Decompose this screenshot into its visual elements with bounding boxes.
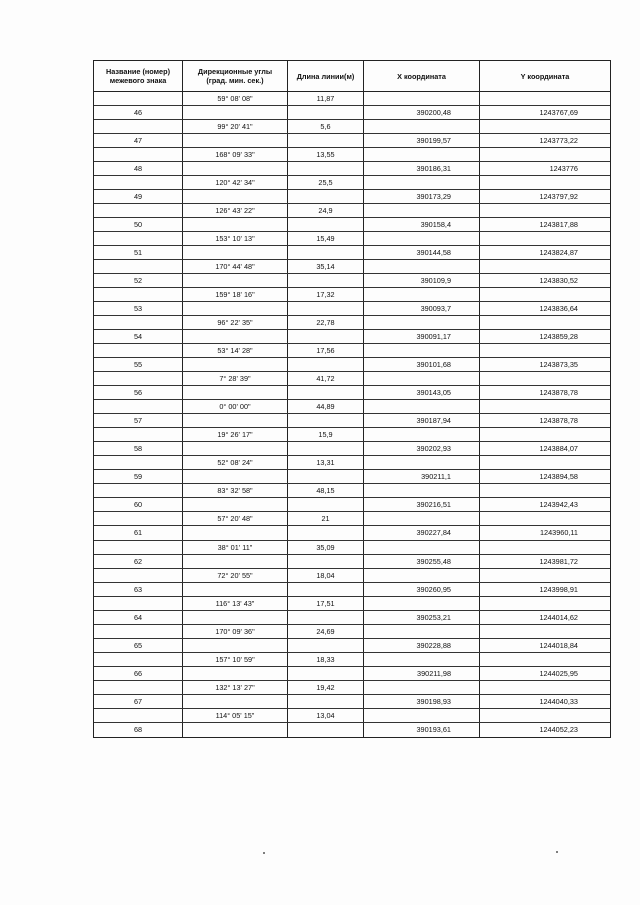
- direction-angle-cell: 120° 42' 34": [183, 176, 288, 189]
- line-length-cell: 24,9: [288, 204, 364, 217]
- header-name-line1: Название (номер): [105, 67, 170, 76]
- y-coordinate-cell: [480, 709, 610, 722]
- x-coordinate-cell: 390202,93: [364, 442, 480, 455]
- x-coordinate-cell: 390158,4: [364, 218, 480, 231]
- x-coordinate-cell: 390253,21: [364, 611, 480, 624]
- x-coordinate-cell: 390199,57: [364, 134, 480, 147]
- mark-name-cell: [94, 428, 183, 441]
- direction-angle-cell: 170° 09' 36": [183, 625, 288, 638]
- direction-angle-cell: 53° 14' 28": [183, 344, 288, 357]
- x-coordinate-cell: [364, 597, 480, 610]
- table-row: [94, 512, 610, 526]
- x-coordinate-cell: [364, 344, 480, 357]
- table-row: [94, 218, 610, 232]
- mark-name-cell: [94, 344, 183, 357]
- line-length-cell: 15,49: [288, 232, 364, 245]
- table-row: [94, 709, 610, 723]
- x-coordinate-cell: [364, 456, 480, 469]
- line-length-cell: [288, 498, 364, 511]
- direction-angle-cell: [183, 330, 288, 343]
- direction-angle-cell: [183, 526, 288, 539]
- mark-name-cell: 49: [94, 190, 183, 203]
- direction-angle-cell: 38° 01' 11": [183, 541, 288, 554]
- mark-name-cell: [94, 148, 183, 161]
- table-row: [94, 667, 610, 681]
- mark-name-cell: [94, 653, 183, 666]
- x-coordinate-cell: 390193,61: [364, 723, 480, 737]
- y-coordinate-cell: [480, 597, 610, 610]
- table-row: [94, 484, 610, 498]
- table-row: [94, 190, 610, 204]
- direction-angle-cell: 132° 13' 27": [183, 681, 288, 694]
- table-row: [94, 583, 610, 597]
- y-coordinate-cell: [480, 625, 610, 638]
- direction-angle-cell: 52° 08' 24": [183, 456, 288, 469]
- line-length-cell: [288, 106, 364, 119]
- direction-angle-cell: 19° 26' 17": [183, 428, 288, 441]
- y-coordinate-cell: 1244052,23: [539, 724, 578, 734]
- y-coordinate-cell: [480, 260, 610, 273]
- line-length-cell: [288, 246, 364, 259]
- line-length-cell: [288, 190, 364, 203]
- direction-angle-cell: [183, 498, 288, 511]
- direction-angle-cell: [183, 442, 288, 455]
- y-coordinate-cell: [480, 653, 610, 666]
- table-row: [94, 288, 610, 302]
- table-row: [94, 456, 610, 470]
- direction-angle-cell: 153° 10' 13": [183, 232, 288, 245]
- line-length-cell: 13,31: [288, 456, 364, 469]
- direction-angle-cell: 72° 20' 55": [183, 569, 288, 582]
- mark-name-cell: 62: [94, 555, 183, 568]
- line-length-cell: [288, 386, 364, 399]
- table-row: [94, 498, 610, 512]
- x-coordinate-cell: 390093,7: [364, 302, 480, 315]
- x-coordinate-cell: 390211,1: [364, 470, 480, 483]
- mark-name-cell: [94, 456, 183, 469]
- y-coordinate-cell: [480, 456, 610, 469]
- y-coordinate-cell: [480, 176, 610, 189]
- direction-angle-cell: [183, 302, 288, 315]
- table-row: [94, 597, 610, 611]
- mark-name-cell: [94, 681, 183, 694]
- direction-angle-cell: [183, 414, 288, 427]
- y-coordinate-cell: 1243878,78: [539, 416, 578, 426]
- x-coordinate-cell: [364, 428, 480, 441]
- mark-name-cell: 59: [94, 470, 183, 483]
- direction-angle-cell: 159° 18' 16": [183, 288, 288, 301]
- x-coordinate-cell: 390260,95: [364, 583, 480, 596]
- x-coordinate-cell: 390216,51: [364, 498, 480, 511]
- y-coordinate-cell: [480, 344, 610, 357]
- table-row: [94, 106, 610, 120]
- y-coordinate-cell: [480, 569, 610, 582]
- mark-name-cell: [94, 232, 183, 245]
- x-coordinate-cell: 390091,17: [364, 330, 480, 343]
- table-row: [94, 526, 610, 540]
- y-coordinate-cell: 1243960,11: [539, 528, 578, 538]
- table-row: [94, 611, 610, 625]
- x-coordinate-cell: [364, 709, 480, 722]
- table-row: [94, 344, 610, 358]
- y-coordinate-cell: [480, 400, 610, 413]
- x-coordinate-cell: [364, 92, 480, 105]
- direction-angle-cell: 157° 10' 59": [183, 653, 288, 666]
- x-coordinate-cell: [364, 625, 480, 638]
- line-length-cell: 11,87: [288, 92, 364, 105]
- x-coordinate-cell: [364, 316, 480, 329]
- direction-angle-cell: 83° 32' 58": [183, 484, 288, 497]
- line-length-cell: 21: [288, 512, 364, 525]
- line-length-cell: [288, 302, 364, 315]
- line-length-cell: [288, 639, 364, 652]
- line-length-cell: [288, 695, 364, 708]
- mark-name-cell: 50: [94, 218, 183, 231]
- table-header: [94, 61, 610, 92]
- table-row: [94, 120, 610, 134]
- table-row: [94, 302, 610, 316]
- table-row: [94, 372, 610, 386]
- x-coordinate-cell: 390198,93: [364, 695, 480, 708]
- mark-name-cell: [94, 541, 183, 554]
- mark-name-cell: [94, 512, 183, 525]
- mark-name-cell: [94, 372, 183, 385]
- line-length-cell: [288, 667, 364, 680]
- line-length-cell: 17,51: [288, 597, 364, 610]
- direction-angle-cell: 57° 20' 48": [183, 512, 288, 525]
- table-row: [94, 569, 610, 583]
- mark-name-cell: [94, 709, 183, 722]
- line-length-cell: 13,55: [288, 148, 364, 161]
- mark-name-cell: 66: [94, 667, 183, 680]
- y-coordinate-cell: 1243817,88: [539, 220, 578, 230]
- direction-angle-cell: [183, 667, 288, 680]
- table-row: [94, 442, 610, 456]
- line-length-cell: [288, 611, 364, 624]
- header-angle-line1: Дирекционные углы: [197, 67, 273, 76]
- scan-speck: [556, 851, 558, 853]
- table-row: [94, 400, 610, 414]
- direction-angle-cell: 7° 28' 39": [183, 372, 288, 385]
- y-coordinate-cell: 1243894,58: [539, 472, 578, 482]
- mark-name-cell: 52: [94, 274, 183, 287]
- line-length-cell: 19,42: [288, 681, 364, 694]
- mark-name-cell: [94, 176, 183, 189]
- y-coordinate-cell: [480, 120, 610, 133]
- y-coordinate-cell: 1243824,87: [539, 248, 578, 258]
- line-length-cell: 17,32: [288, 288, 364, 301]
- direction-angle-cell: [183, 134, 288, 147]
- x-coordinate-cell: [364, 653, 480, 666]
- table-row: [94, 232, 610, 246]
- direction-angle-cell: 168° 09' 33": [183, 148, 288, 161]
- x-coordinate-cell: [364, 204, 480, 217]
- header-name-line2: межевого знака: [109, 76, 167, 85]
- line-length-cell: [288, 162, 364, 175]
- table-row: [94, 176, 610, 190]
- direction-angle-cell: [183, 190, 288, 203]
- table-row: [94, 695, 610, 709]
- line-length-cell: 35,14: [288, 260, 364, 273]
- table-row: [94, 204, 610, 218]
- line-length-cell: [288, 526, 364, 539]
- x-coordinate-cell: 390227,84: [364, 526, 480, 539]
- line-length-cell: [288, 470, 364, 483]
- y-coordinate-cell: 1243830,52: [539, 276, 578, 286]
- x-coordinate-cell: [364, 512, 480, 525]
- mark-name-cell: 53: [94, 302, 183, 315]
- line-length-cell: [288, 358, 364, 371]
- header-y-coordinate: Y координата: [520, 71, 570, 81]
- mark-name-cell: [94, 597, 183, 610]
- direction-angle-cell: 170° 44' 48": [183, 260, 288, 273]
- line-length-cell: [288, 134, 364, 147]
- table-row: [94, 625, 610, 639]
- direction-angle-cell: [183, 274, 288, 287]
- y-coordinate-cell: 1244014,62: [539, 612, 578, 622]
- table-row: [94, 470, 610, 484]
- direction-angle-cell: [183, 162, 288, 175]
- header-direction-angle: [183, 61, 288, 91]
- x-coordinate-cell: 390186,31: [364, 162, 480, 175]
- line-length-cell: [288, 723, 364, 737]
- y-coordinate-cell: 1243942,43: [539, 500, 578, 510]
- scan-speck: [263, 852, 265, 854]
- direction-angle-cell: 114° 05' 15": [183, 709, 288, 722]
- mark-name-cell: 65: [94, 639, 183, 652]
- direction-angle-cell: [183, 470, 288, 483]
- x-coordinate-cell: [364, 148, 480, 161]
- line-length-cell: 24,69: [288, 625, 364, 638]
- line-length-cell: 13,04: [288, 709, 364, 722]
- mark-name-cell: 64: [94, 611, 183, 624]
- line-length-cell: [288, 218, 364, 231]
- line-length-cell: 17,56: [288, 344, 364, 357]
- table-row: [94, 639, 610, 653]
- mark-name-cell: 54: [94, 330, 183, 343]
- y-coordinate-cell: 1243797,92: [539, 192, 578, 202]
- table-row: [94, 316, 610, 330]
- direction-angle-cell: 96° 22' 35": [183, 316, 288, 329]
- mark-name-cell: [94, 120, 183, 133]
- x-coordinate-cell: 390200,48: [364, 106, 480, 119]
- x-coordinate-cell: [364, 176, 480, 189]
- y-coordinate-cell: [480, 92, 610, 105]
- mark-name-cell: 57: [94, 414, 183, 427]
- line-length-cell: 22,78: [288, 316, 364, 329]
- mark-name-cell: [94, 204, 183, 217]
- y-coordinate-cell: 1243773,22: [539, 136, 578, 146]
- x-coordinate-cell: [364, 260, 480, 273]
- line-length-cell: 35,09: [288, 541, 364, 554]
- y-coordinate-cell: 1243884,07: [539, 444, 578, 454]
- x-coordinate-cell: [364, 372, 480, 385]
- y-coordinate-cell: [480, 681, 610, 694]
- direction-angle-cell: [183, 555, 288, 568]
- x-coordinate-cell: 390187,94: [364, 414, 480, 427]
- y-coordinate-cell: 1244040,33: [539, 696, 578, 706]
- direction-angle-cell: 59° 08' 08": [183, 92, 288, 105]
- mark-name-cell: [94, 288, 183, 301]
- direction-angle-cell: [183, 723, 288, 737]
- table-row: [94, 260, 610, 274]
- table-row: [94, 274, 610, 288]
- y-coordinate-cell: [480, 204, 610, 217]
- x-coordinate-cell: [364, 484, 480, 497]
- table-row: [94, 134, 610, 148]
- x-coordinate-cell: 390143,05: [364, 386, 480, 399]
- mark-name-cell: 68: [94, 723, 183, 737]
- direction-angle-cell: [183, 611, 288, 624]
- line-length-cell: 15,9: [288, 428, 364, 441]
- table-row: [94, 246, 610, 260]
- y-coordinate-cell: [480, 288, 610, 301]
- table-row: [94, 723, 610, 737]
- direction-angle-cell: [183, 218, 288, 231]
- line-length-cell: 41,72: [288, 372, 364, 385]
- line-length-cell: [288, 555, 364, 568]
- x-coordinate-cell: 390101,68: [364, 358, 480, 371]
- x-coordinate-cell: 390228,88: [364, 639, 480, 652]
- y-coordinate-cell: 1243981,72: [539, 556, 578, 566]
- y-coordinate-cell: [480, 148, 610, 161]
- direction-angle-cell: [183, 246, 288, 259]
- header-line-length: Длина линии(м): [288, 61, 364, 91]
- y-coordinate-cell: 1243878,78: [539, 388, 578, 398]
- table-row: [94, 681, 610, 695]
- mark-name-cell: [94, 316, 183, 329]
- mark-name-cell: 56: [94, 386, 183, 399]
- mark-name-cell: 47: [94, 134, 183, 147]
- line-length-cell: 48,15: [288, 484, 364, 497]
- direction-angle-cell: [183, 639, 288, 652]
- line-length-cell: 44,89: [288, 400, 364, 413]
- mark-name-cell: 58: [94, 442, 183, 455]
- y-coordinate-cell: 1244025,95: [539, 668, 578, 678]
- table-row: [94, 428, 610, 442]
- x-coordinate-cell: [364, 288, 480, 301]
- table-row: [94, 330, 610, 344]
- direction-angle-cell: 116° 13' 43": [183, 597, 288, 610]
- direction-angle-cell: [183, 386, 288, 399]
- y-coordinate-cell: [480, 541, 610, 554]
- y-coordinate-cell: 1243776: [549, 164, 578, 174]
- line-length-cell: [288, 330, 364, 343]
- table-row: [94, 92, 610, 106]
- x-coordinate-cell: 390109,9: [364, 274, 480, 287]
- x-coordinate-cell: 390173,29: [364, 190, 480, 203]
- mark-name-cell: 48: [94, 162, 183, 175]
- line-length-cell: 25,5: [288, 176, 364, 189]
- y-coordinate-cell: [480, 372, 610, 385]
- line-length-cell: [288, 414, 364, 427]
- y-coordinate-cell: 1243998,91: [539, 584, 578, 594]
- direction-angle-cell: [183, 358, 288, 371]
- mark-name-cell: 63: [94, 583, 183, 596]
- direction-angle-cell: [183, 106, 288, 119]
- mark-name-cell: 55: [94, 358, 183, 371]
- mark-name-cell: [94, 260, 183, 273]
- mark-name-cell: [94, 625, 183, 638]
- y-coordinate-cell: [480, 484, 610, 497]
- y-coordinate-cell: 1243767,69: [539, 108, 578, 118]
- y-coordinate-cell: [480, 512, 610, 525]
- mark-name-cell: [94, 484, 183, 497]
- line-length-cell: [288, 274, 364, 287]
- header-boundary-mark: [94, 61, 183, 91]
- mark-name-cell: 61: [94, 526, 183, 539]
- mark-name-cell: [94, 92, 183, 105]
- y-coordinate-cell: 1244018,84: [539, 640, 578, 650]
- line-length-cell: [288, 583, 364, 596]
- mark-name-cell: 46: [94, 106, 183, 119]
- line-length-cell: 5,6: [288, 120, 364, 133]
- y-coordinate-cell: [480, 232, 610, 245]
- table-body: [94, 92, 610, 737]
- mark-name-cell: 60: [94, 498, 183, 511]
- mark-name-cell: [94, 400, 183, 413]
- mark-name-cell: [94, 569, 183, 582]
- table-row: [94, 414, 610, 428]
- line-length-cell: 18,04: [288, 569, 364, 582]
- line-length-cell: 18,33: [288, 653, 364, 666]
- mark-name-cell: 67: [94, 695, 183, 708]
- header-x-coordinate: X координата: [364, 61, 480, 91]
- table-row: [94, 555, 610, 569]
- mark-name-cell: 51: [94, 246, 183, 259]
- y-coordinate-cell: 1243836,64: [539, 304, 578, 314]
- direction-angle-cell: 126° 43' 22": [183, 204, 288, 217]
- direction-angle-cell: 99° 20' 41": [183, 120, 288, 133]
- x-coordinate-cell: [364, 120, 480, 133]
- line-length-cell: [288, 442, 364, 455]
- direction-angle-cell: 0° 00' 00": [183, 400, 288, 413]
- x-coordinate-cell: [364, 400, 480, 413]
- direction-angle-cell: [183, 695, 288, 708]
- coordinates-table: [93, 60, 611, 738]
- table-row: [94, 162, 610, 176]
- x-coordinate-cell: [364, 681, 480, 694]
- direction-angle-cell: [183, 583, 288, 596]
- x-coordinate-cell: [364, 232, 480, 245]
- y-coordinate-cell: 1243859,28: [539, 332, 578, 342]
- x-coordinate-cell: 390211,98: [364, 667, 480, 680]
- table-row: [94, 541, 610, 555]
- x-coordinate-cell: [364, 569, 480, 582]
- table-row: [94, 358, 610, 372]
- x-coordinate-cell: [364, 541, 480, 554]
- x-coordinate-cell: 390255,48: [364, 555, 480, 568]
- table-row: [94, 653, 610, 667]
- y-coordinate-cell: 1243873,35: [539, 360, 578, 370]
- table-row: [94, 386, 610, 400]
- table-row: [94, 148, 610, 162]
- x-coordinate-cell: 390144,58: [364, 246, 480, 259]
- header-angle-line2: (град. мин. сек.): [206, 76, 264, 85]
- y-coordinate-cell: [480, 316, 610, 329]
- y-coordinate-cell: [480, 428, 610, 441]
